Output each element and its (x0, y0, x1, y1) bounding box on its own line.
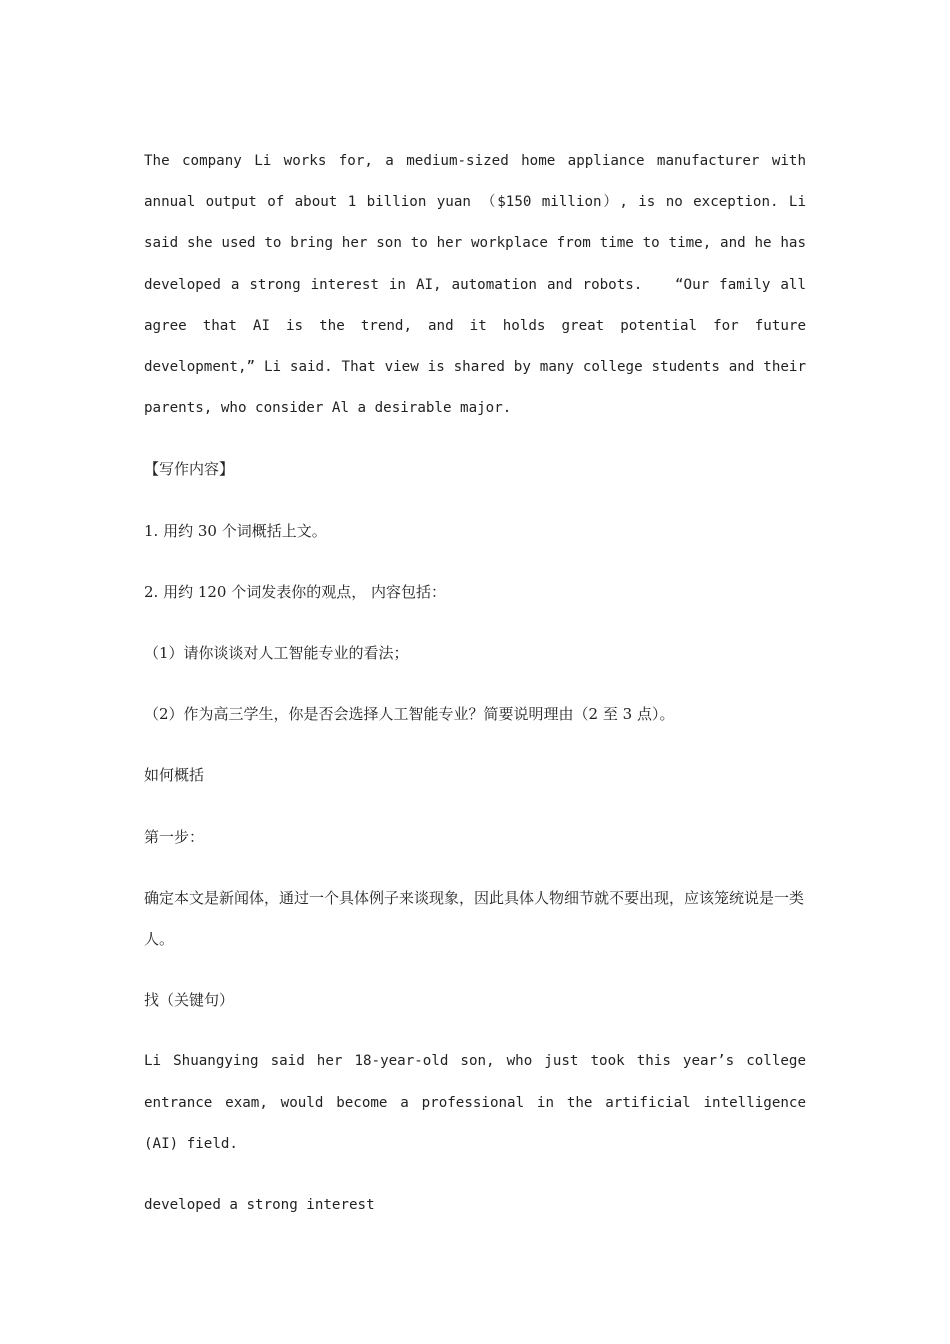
task-subitem-2: （2）作为高三学生，你是否会选择人工智能专业？简要说明理由（2 至 3 点）。 (144, 705, 675, 724)
task-item-1: 1. 用约 30 个词概括上文。 (144, 521, 327, 540)
task-subitem-1: （1）请你谈谈对人工智能专业的看法； (144, 644, 409, 663)
step-one-explanation: 确定本文是新闻体，通过一个具体例子来谈现象，因此具体人物细节就不要出现，应该笼统说是一类人。 (144, 888, 805, 949)
step-one-label: 第一步： (144, 827, 205, 846)
heading-how-to-summarize: 如何概括 (144, 766, 205, 785)
key-sentence-paragraph: Li Shuangying said her 18-year-old son, who just took this year’s college entrance exam, would become a professional in the artificial intelligence (AI) field. (144, 1053, 806, 1152)
document-body (144, 141, 806, 1226)
task-item-2: 2. 用约 120 个词发表你的观点， 内容包括： (144, 582, 447, 601)
passage-paragraph: The company Li works for, a medium-sized home appliance manufacturer with annual output of about 1 billion yuan （$150 million）, is no exception. Li said she used to bring her son to her workplace from time to time, and he has developed a strong interest in AI, automation and robots. “Our family all agree that AI is the trend, and it holds great potential for future development,” Li said. That view is shared by many college students and their parents, who consider Al a desirable major. (144, 153, 806, 417)
key-phrase: developed a strong interest (144, 1197, 375, 1214)
find-key-sentence-label: 找（关键句） (144, 991, 235, 1010)
section-heading-writing-content: 【写作内容】 (144, 460, 235, 479)
